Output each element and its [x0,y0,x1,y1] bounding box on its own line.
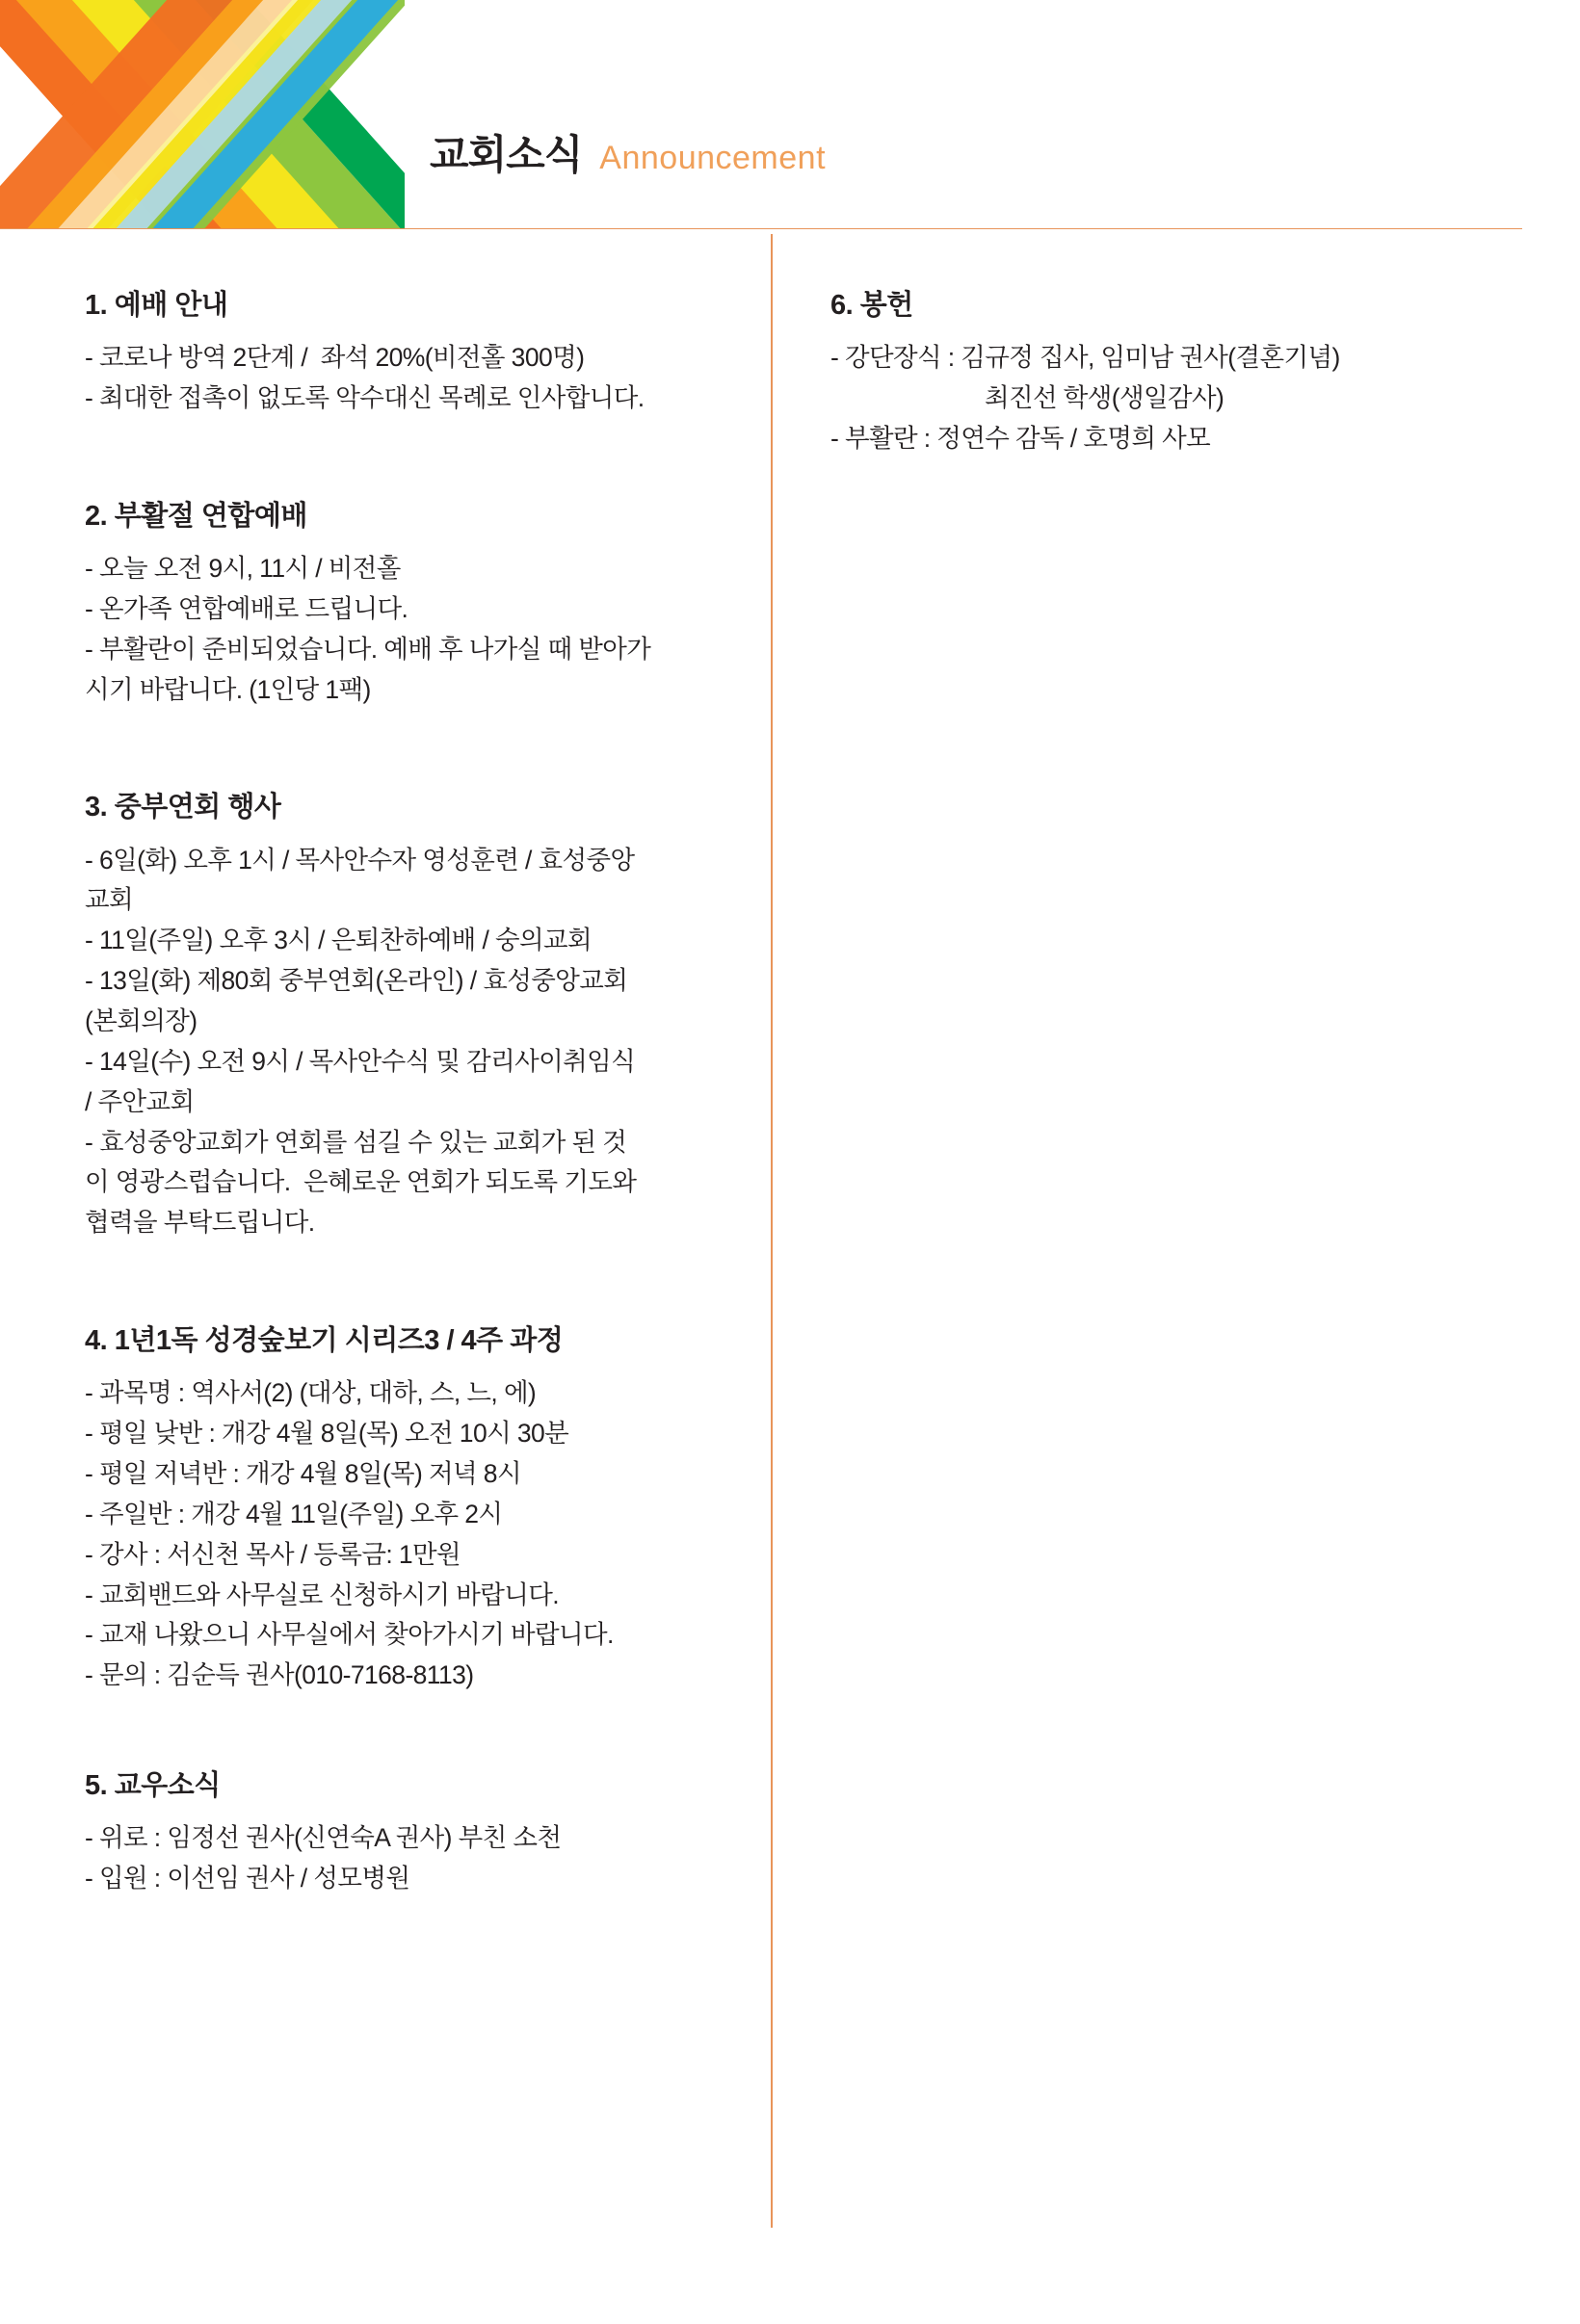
section-title: 2. 부활절 연합예배 [85,500,307,532]
section-lines [85,338,721,419]
section-line: 협력을 부탁드립니다. [85,1208,315,1238]
section-line: - 13일(화) 제80회 중부연회(온라인) / 효성중앙교회 [85,966,628,996]
section-lines [85,1818,721,1899]
column-divider [771,234,773,2228]
section-line: - 코로나 방역 2단계 / 좌석 20%(비전홀 300명) [85,343,585,373]
section-line: - 과목명 : 역사서(2) (대상, 대하, 스, 느, 에) [85,1378,537,1408]
section-lines [830,338,1495,459]
section-central-conference-events [85,789,721,1243]
section-line: - 11일(주일) 오후 3시 / 은퇴찬하예배 / 숭의교회 [85,926,592,955]
section-line: - 평일 낮반 : 개강 4월 8일(목) 오전 10시 30분 [85,1419,569,1449]
section-line: - 효성중앙교회가 연회를 섬길 수 있는 교회가 된 것 [85,1127,627,1157]
section-line: - 주일반 : 개강 4월 11일(주일) 오후 2시 [85,1499,503,1528]
page-title-korean: 교회소식 [430,132,583,177]
section-line: - 문의 : 김순득 권사(010-7168-8113) [85,1660,474,1690]
page-title-english: Announcement [599,140,827,176]
section-spacer [85,1243,721,1322]
section-line: - 오늘 오전 9시, 11시 / 비전홀 [85,554,401,583]
section-title: 4. 1년1독 성경숲보기 시리즈3 / 4주 과정 [85,1325,564,1357]
section-title: 5. 교우소식 [85,1770,221,1802]
section-line: 교회 [85,885,133,915]
section-spacer [85,1696,721,1767]
section-lines [85,1373,721,1696]
section-line: - 6일(화) 오후 1시 / 목사안수자 영성훈련 / 효성중앙 [85,845,635,875]
section-bible-series [85,1322,721,1696]
section-line: 최진선 학생(생일감사) [985,383,1224,412]
section-line: / 주안교회 [85,1086,195,1116]
section-line: - 입원 : 이선임 권사 / 성모병원 [85,1864,410,1893]
section-line: 시기 바랍니다. (1인당 1팩) [85,674,371,704]
section-lines [85,549,721,710]
section-line: - 부활란이 준비되었습니다. 예배 후 나가실 때 받아가 [85,634,651,664]
section-title: 6. 봉헌 [830,290,913,321]
section-line: - 위로 : 임정선 권사(신연숙A 권사) 부친 소천 [85,1823,562,1853]
section-line: - 온가족 연합예배로 드립니다. [85,593,408,623]
section-line: - 최대한 접촉이 없도록 악수대신 목례로 인사합니다. [85,383,645,412]
section-line: 이 영광스럽습니다. 은혜로운 연회가 되도록 기도와 [85,1167,637,1197]
rainbow-ribbon-logo [0,0,405,229]
section-line: - 강사 : 서신천 목사 / 등록금: 1만원 [85,1539,461,1569]
section-lines [85,841,721,1244]
section-spacer [85,419,721,498]
section-congregation-news [85,1767,721,1899]
section-line: - 14일(수) 오전 9시 / 목사안수식 및 감리사이취임식 [85,1046,636,1076]
announcement-body [0,229,1580,2324]
page-title [430,123,826,181]
right-column [830,287,1495,459]
page-header [0,0,1580,229]
section-offering [830,287,1495,459]
section-easter-joint-worship [85,498,721,711]
section-line: - 부활란 : 정연수 감독 / 호명희 사모 [830,423,1211,453]
section-title: 1. 예배 안내 [85,290,228,321]
section-line: - 교회밴드와 사무실로 신청하시기 바랍니다. [85,1580,560,1609]
section-spacer [85,710,721,789]
left-column [85,287,721,1899]
section-line: (본회의장) [85,1006,198,1036]
section-worship-guide [85,287,721,419]
section-line: - 교재 나왔으니 사무실에서 찾아가시기 바랍니다. [85,1620,614,1650]
section-line: - 평일 저녁반 : 개강 4월 8일(목) 저녁 8시 [85,1459,521,1489]
section-line: - 강단장식 : 김규정 집사, 임미남 권사(결혼기념) [830,343,1340,373]
section-title: 3. 중부연회 행사 [85,792,281,823]
